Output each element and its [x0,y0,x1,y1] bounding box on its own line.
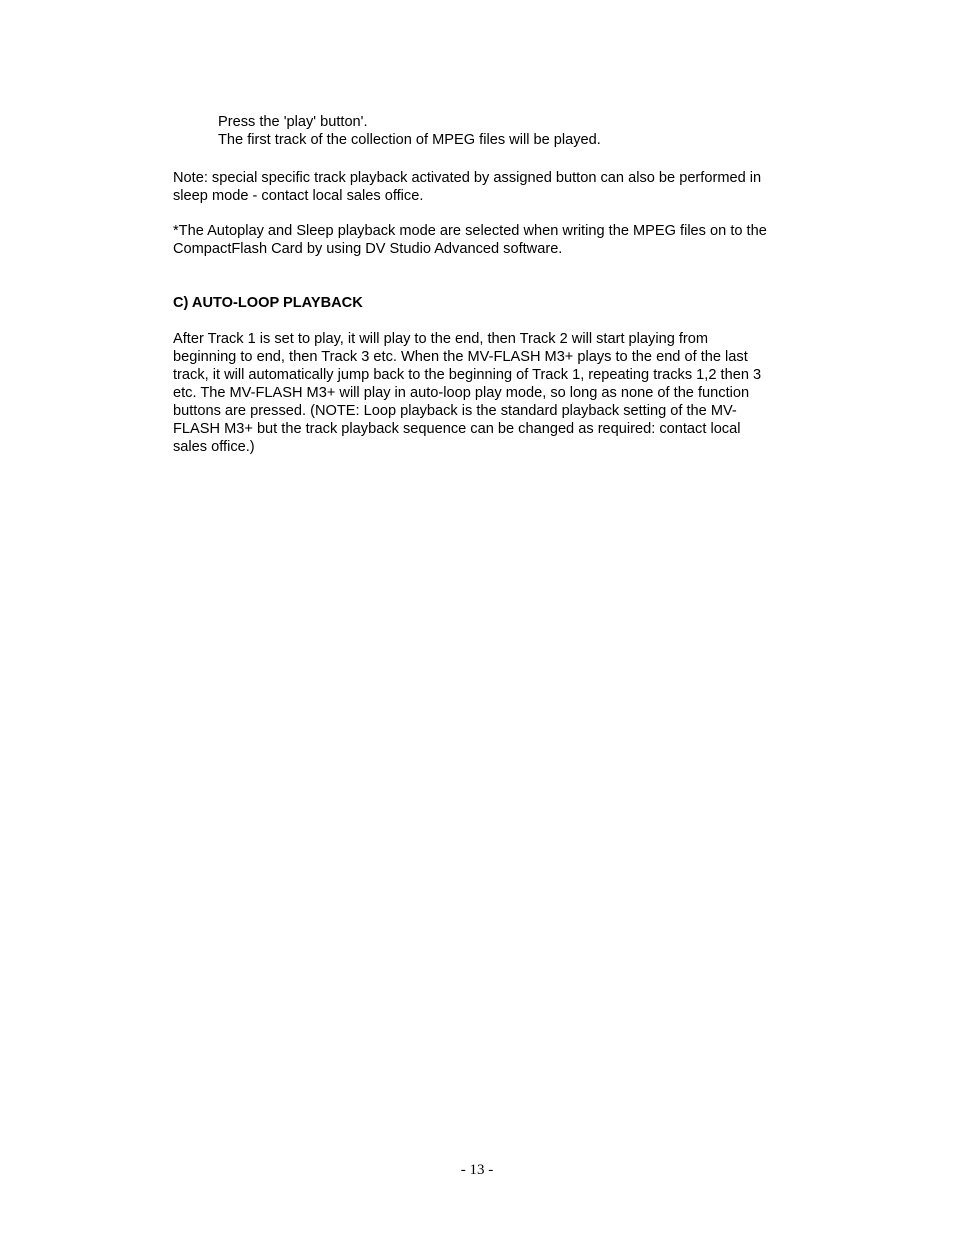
loop-line: track, it will automatically jump back to the beginning of Track 1, repeating tracks 1,2 then 3 [173,367,762,383]
loop-line: beginning to end, then Track 3 etc. When the MV-FLASH M3+ plays to the end of the last [173,349,748,365]
loop-line: FLASH M3+ but the track playback sequence can be changed as required: contact local [173,421,741,437]
autoplay-line: CompactFlash Card by using DV Studio Advanced software. [173,241,563,257]
note-paragraph [173,169,823,205]
note-line: Note: special specific track playback activated by assigned button can also be performed in [173,170,762,186]
loop-line: After Track 1 is set to play, it will play to the end, then Track 2 will start playing from [173,331,709,347]
loop-line: buttons are pressed. (NOTE: Loop playback is the standard playback setting of the MV- [173,403,737,419]
intro-line: The first track of the collection of MPEG files will be played. [218,132,601,148]
section-heading: C) AUTO-LOOP PLAYBACK [173,295,363,311]
loop-line: etc. The MV-FLASH M3+ will play in auto-loop play mode, so long as none of the function [173,385,750,401]
intro-instructions [218,113,868,149]
page-number: - 13 - [460,1162,494,1178]
loop-line: sales office.) [173,439,255,455]
autoplay-paragraph [173,222,823,258]
auto-loop-paragraph [173,330,823,456]
autoplay-line: *The Autoplay and Sleep playback mode are selected when writing the MPEG files on to the [173,223,767,239]
intro-line: Press the 'play' button'. [218,114,368,130]
note-line: sleep mode - contact local sales office. [173,188,424,204]
